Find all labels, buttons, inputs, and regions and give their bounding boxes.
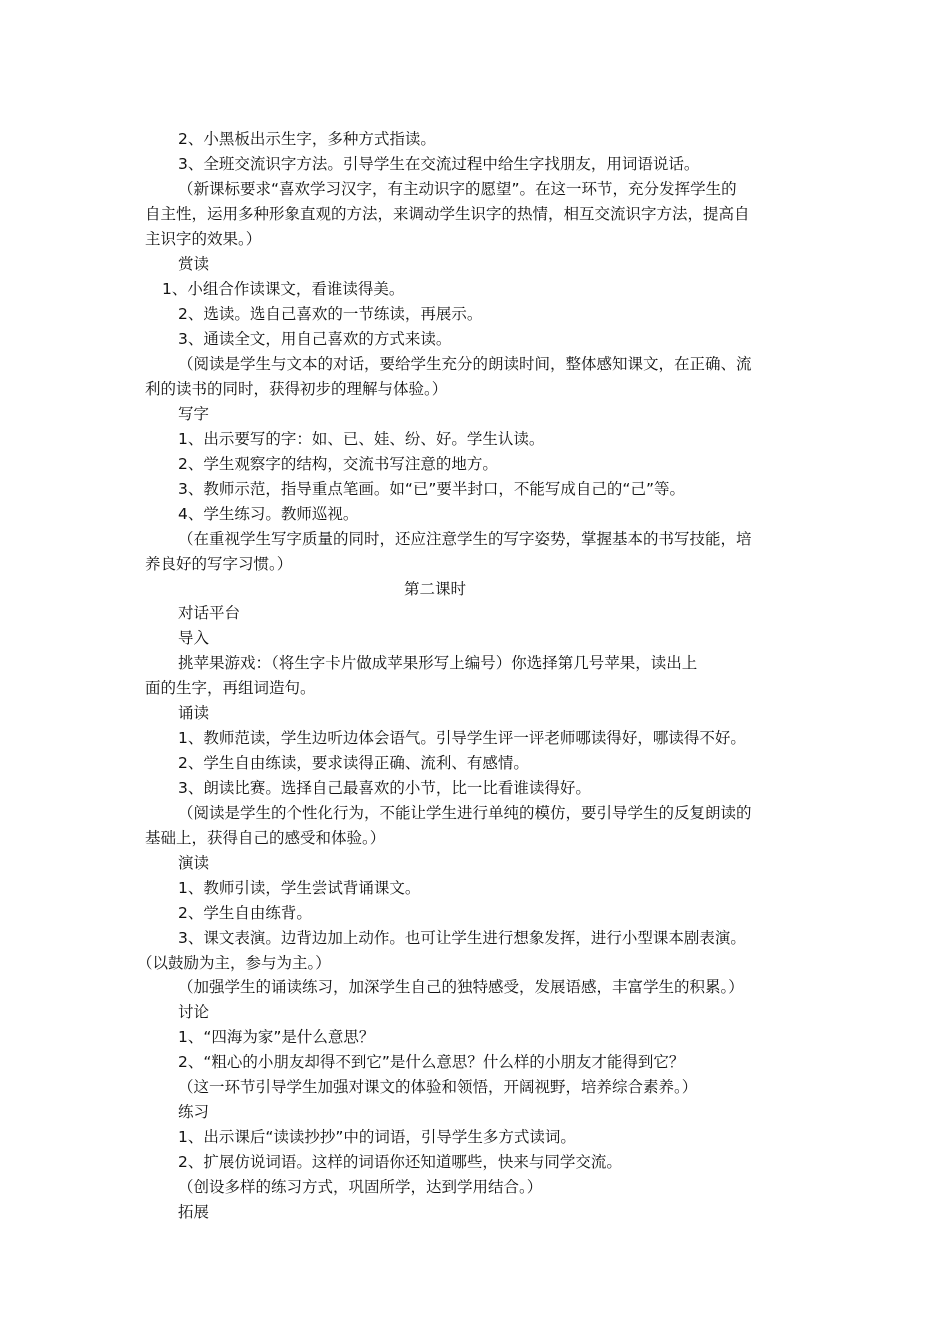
text-line: 2、小黑板出示生字，多种方式指读。	[178, 130, 436, 148]
text-line: （新课标要求“喜欢学习汉字，有主动识字的愿望”。在这一环节，充分发挥学生的	[178, 180, 737, 198]
text-line: （创设多样的练习方式，巩固所学，达到学用结合。）	[178, 1178, 543, 1196]
text-line: （加强学生的诵读练习，加深学生自己的独特感受，发展语感，丰富学生的积累。）	[178, 978, 744, 996]
text-line: 挑苹果游戏：（将生字卡片做成苹果形写上编号）你选择第几号苹果，读出上	[178, 654, 698, 672]
text-line: 4、学生练习。教师巡视。	[178, 505, 359, 523]
text-line: 2、学生观察字的结构，交流书写注意的地方。	[178, 455, 498, 473]
text-line: 2、扩展仿说词语。这样的词语你还知道哪些，快来与同学交流。	[178, 1153, 622, 1171]
text-line: （阅读是学生的个性化行为，不能让学生进行单纯的模仿，要引导学生的反复朗读的	[178, 804, 752, 822]
section-heading: 演读	[178, 854, 210, 872]
text-line: 主识字的效果。）	[145, 230, 262, 248]
text-line: 1、教师范读，学生边听边体会语气。引导学生评一评老师哪读得好，哪读得不好。	[178, 729, 746, 747]
text-line: 利的读书的同时，获得初步的理解与体验。）	[145, 380, 448, 398]
section-heading: 赏读	[178, 255, 210, 273]
text-line: （在重视学生写字质量的同时，还应注意学生的写字姿势，掌握基本的书写技能，培	[178, 530, 752, 548]
text-line: 养良好的写字习惯。）	[145, 555, 293, 573]
text-line: 3、教师示范，指导重点笔画。如“已”要半封口，不能写成自己的“己”等。	[178, 480, 685, 498]
section-heading: 拓展	[178, 1203, 210, 1221]
text-line: 1、出示要写的字：如、已、娃、纷、好。学生认读。	[178, 430, 545, 448]
text-line: 2、选读。选自己喜欢的一节练读，再展示。	[178, 305, 483, 323]
text-line: 1、教师引读，学生尝试背诵课文。	[178, 879, 421, 897]
section-heading: 写字	[178, 405, 210, 423]
text-line: （这一环节引导学生加强对课文的体验和领悟，开阔视野，培养综合素养。）	[178, 1078, 698, 1096]
text-line: 自主性，运用多种形象直观的方法，来调动学生识字的热情，相互交流识字方法，提高自	[145, 205, 750, 223]
section-heading: 讨论	[178, 1003, 210, 1021]
text-line: （以鼓励为主，参与为主。）	[137, 954, 331, 972]
text-line: 1、小组合作读课文，看谁读得美。	[162, 280, 405, 298]
text-line: 3、全班交流识字方法。引导学生在交流过程中给生字找朋友，用词语说话。	[178, 155, 700, 173]
lesson-title: 第二课时	[404, 580, 467, 598]
section-heading: 对话平台	[178, 604, 241, 622]
section-heading: 练习	[178, 1103, 210, 1121]
text-line: 3、朗读比赛。选择自己最喜欢的小节，比一比看谁读得好。	[178, 779, 591, 797]
text-line: 2、学生自由练读，要求读得正确、流利、有感情。	[178, 754, 529, 772]
text-line: 1、“四海为家”是什么意思？	[178, 1028, 375, 1046]
text-line: 面的生字，再组词造句。	[145, 679, 316, 697]
section-heading: 诵读	[178, 704, 210, 722]
text-line: 2、“粗心的小朋友却得不到它”是什么意思？什么样的小朋友才能得到它？	[178, 1053, 685, 1071]
text-line: 3、通读全文，用自己喜欢的方式来读。	[178, 330, 452, 348]
text-line: 1、出示课后“读读抄抄”中的词语，引导学生多方式读词。	[178, 1128, 576, 1146]
text-line: 基础上，获得自己的感受和体验。）	[145, 829, 386, 847]
text-line: （阅读是学生与文本的对话，要给学生充分的朗读时间，整体感知课文，在正确、流	[178, 355, 752, 373]
section-heading: 导入	[178, 629, 210, 647]
text-line: 3、课文表演。边背边加上动作。也可让学生进行想象发挥，进行小型课本剧表演。	[178, 929, 746, 947]
text-line: 2、学生自由练背。	[178, 904, 312, 922]
